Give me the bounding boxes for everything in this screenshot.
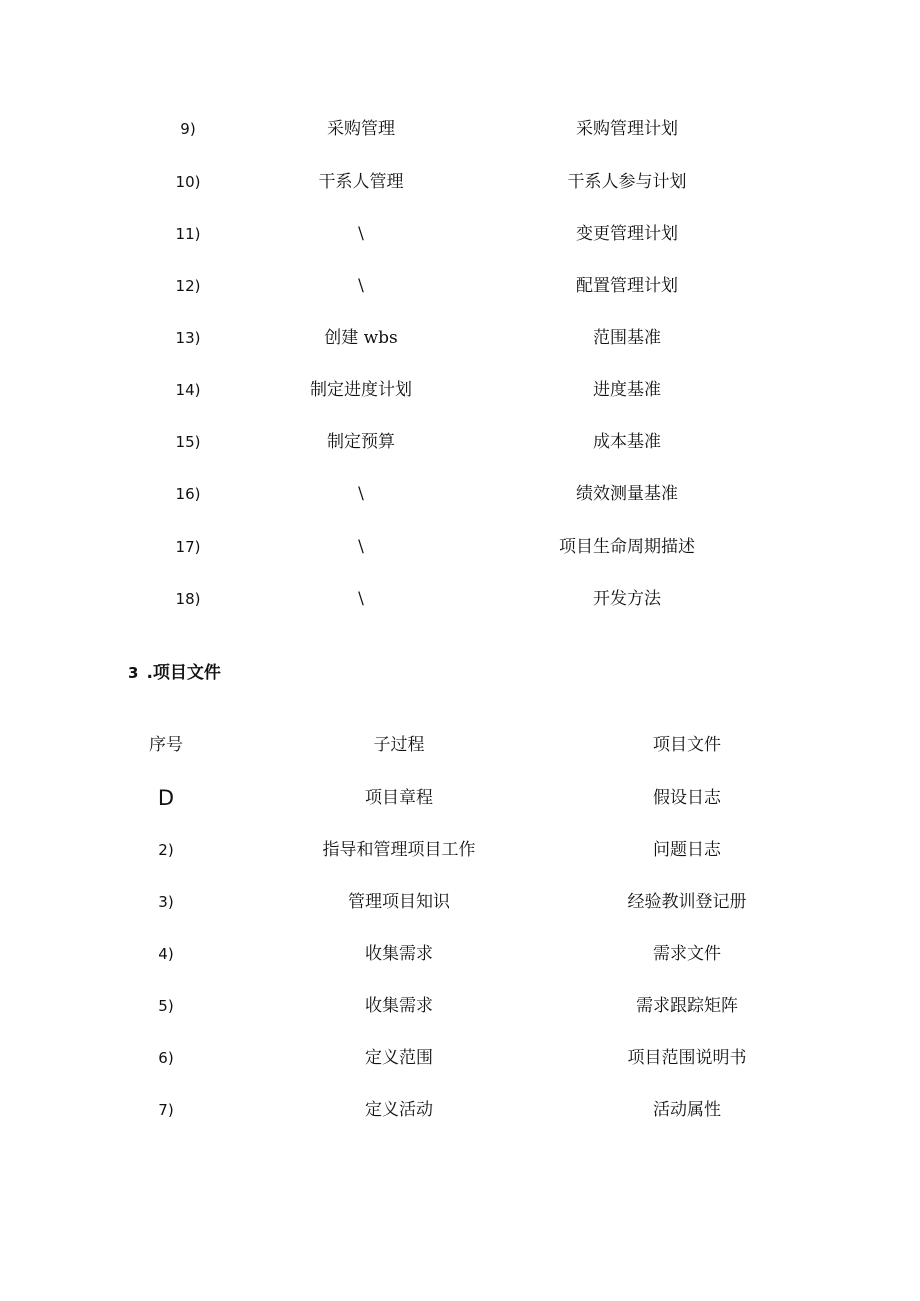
row-process: 制定进度计划 (310, 380, 412, 400)
row-process: 定义活动 (365, 1100, 433, 1120)
row-number: 14) (175, 381, 201, 399)
row-number: 7) (158, 1101, 174, 1119)
row-output: 变更管理计划 (576, 224, 678, 244)
row-number: 17) (175, 538, 201, 556)
table-row (0, 584, 920, 614)
row-process: 采购管理 (327, 119, 395, 139)
row-number: 3) (158, 893, 174, 911)
table-row (0, 1043, 920, 1073)
row-output: 活动属性 (653, 1100, 721, 1120)
row-number: 6) (158, 1049, 174, 1067)
row-process: 管理项目知识 (348, 892, 450, 912)
row-process: 项目章程 (365, 788, 433, 808)
row-number: 16) (175, 485, 201, 503)
table-row (0, 271, 920, 301)
row-output: 问题日志 (653, 840, 721, 860)
section-title: 项目文件 (152, 663, 221, 683)
header-output: 项目文件 (653, 735, 721, 755)
table-row (0, 783, 920, 813)
row-process: \ (358, 224, 364, 244)
row-process: \ (358, 484, 364, 504)
row-output: 经验教训登记册 (627, 892, 747, 912)
table-row (0, 114, 920, 144)
header-process: 子过程 (373, 735, 425, 755)
table-row (0, 1095, 920, 1125)
row-output: 成本基准 (593, 432, 661, 452)
row-process: 干系人管理 (318, 172, 404, 192)
row-number: 18) (175, 590, 201, 608)
row-number: 2) (158, 841, 174, 859)
row-output: 采购管理计划 (576, 119, 678, 139)
table-row (0, 835, 920, 865)
table-row (0, 427, 920, 457)
header-number: 序号 (149, 735, 183, 755)
table-row (0, 991, 920, 1021)
row-process: 制定预算 (327, 432, 395, 452)
row-number: 12) (175, 277, 201, 295)
table-row (0, 479, 920, 509)
row-number: 15) (175, 433, 201, 451)
row-number: 9) (180, 120, 196, 138)
table-row (0, 219, 920, 249)
row-number: 10) (175, 173, 201, 191)
table-row (0, 375, 920, 405)
row-output: 项目生命周期描述 (559, 537, 695, 557)
row-number: 13) (175, 329, 201, 347)
section-dot: . (146, 663, 153, 683)
row-process: \ (358, 276, 364, 296)
row-process: 创建 wbs (324, 328, 398, 348)
row-output: 干系人参与计划 (567, 172, 687, 192)
row-output: 绩效测量基准 (576, 484, 678, 504)
row-number: 4) (158, 945, 174, 963)
table-row (0, 532, 920, 562)
row-output: 进度基准 (593, 380, 661, 400)
row-output: 假设日志 (653, 788, 721, 808)
row-output: 项目范围说明书 (627, 1048, 747, 1068)
row-output: 配置管理计划 (576, 276, 678, 296)
table-header-row (0, 730, 920, 760)
row-process: \ (358, 537, 364, 557)
table-row (0, 887, 920, 917)
row-process: \ (358, 589, 364, 609)
row-output: 开发方法 (593, 589, 661, 609)
row-output: 需求文件 (653, 944, 721, 964)
row-number: D (157, 786, 175, 810)
table-row (0, 167, 920, 197)
row-process: 收集需求 (365, 944, 433, 964)
table-row (0, 939, 920, 969)
row-process: 定义范围 (365, 1048, 433, 1068)
section-heading (128, 658, 221, 688)
row-output: 范围基准 (593, 328, 661, 348)
section-number: 3 (128, 664, 139, 682)
row-process: 收集需求 (365, 996, 433, 1016)
row-number: 5) (158, 997, 174, 1015)
row-process: 指导和管理项目工作 (322, 840, 476, 860)
row-output: 需求跟踪矩阵 (636, 996, 738, 1016)
row-number: 11) (175, 225, 201, 243)
table-row (0, 323, 920, 353)
